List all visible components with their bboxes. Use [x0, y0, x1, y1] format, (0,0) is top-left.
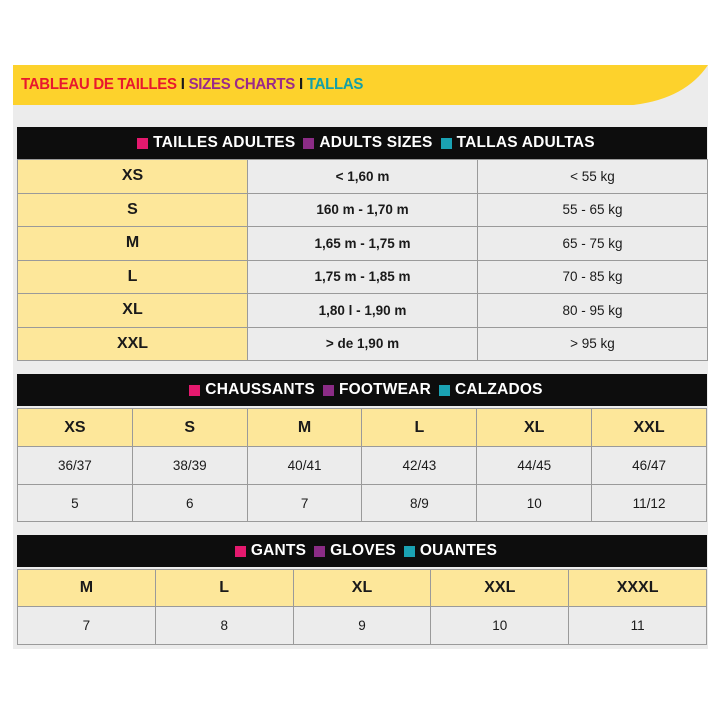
table-row — [18, 260, 708, 294]
eu-size-cell: 36/37 — [18, 447, 133, 485]
table-row — [18, 193, 708, 227]
size-cell: XS — [18, 409, 133, 447]
header-label-es: TALLAS ADULTAS — [456, 134, 595, 151]
header-label-es: OUANTES — [419, 542, 498, 559]
pink-square-icon — [189, 385, 200, 396]
height-cell: 1,75 m - 1,85 m — [248, 260, 478, 294]
header-label-fr: GANTS — [250, 542, 307, 559]
table-row — [18, 160, 708, 194]
table-row — [18, 227, 708, 261]
uk-size-cell: 10 — [477, 485, 592, 522]
weight-cell: 65 - 75 kg — [478, 227, 708, 261]
size-cell: XL — [18, 294, 248, 328]
height-cell: 1,65 m - 1,75 m — [248, 227, 478, 261]
header-label-fr: TAILLES ADULTES — [153, 134, 296, 151]
uk-size-cell: 11/12 — [592, 485, 707, 522]
weight-cell: < 55 kg — [478, 160, 708, 194]
header-label-fr: CHAUSSANTS — [205, 381, 315, 398]
height-cell: 160 m - 1,70 m — [248, 193, 478, 227]
eu-size-cell: 46/47 — [592, 447, 707, 485]
size-cell: L — [362, 409, 477, 447]
size-cell: L — [18, 260, 248, 294]
title-separator: I — [299, 75, 303, 94]
uk-size-cell: 7 — [247, 485, 362, 522]
title-english: SIZES CHARTS — [188, 75, 296, 94]
height-cell: > de 1,90 m — [248, 327, 478, 361]
banner-title — [21, 76, 363, 94]
header-label-en: ADULTS SIZES — [319, 134, 433, 151]
weight-cell: 80 - 95 kg — [478, 294, 708, 328]
title-spanish: TALLAS — [306, 75, 364, 94]
glove-size-cell: 11 — [569, 607, 707, 645]
adult-sizes-table — [17, 159, 708, 361]
uk-size-cell: 6 — [132, 485, 247, 522]
size-cell: XL — [293, 570, 431, 607]
glove-size-cell: 7 — [18, 607, 156, 645]
height-cell: < 1,60 m — [248, 160, 478, 194]
size-cell: S — [18, 193, 248, 227]
size-cell: S — [132, 409, 247, 447]
purple-square-icon — [303, 138, 314, 149]
adult-sizes-header — [17, 127, 707, 159]
table-row — [18, 570, 707, 607]
size-cell: XS — [18, 160, 248, 194]
size-cell: L — [155, 570, 293, 607]
height-cell: 1,80 l - 1,90 m — [248, 294, 478, 328]
glove-size-cell: 9 — [293, 607, 431, 645]
footwear-table — [17, 408, 707, 522]
title-french: TABLEAU DE TAILLES — [21, 75, 177, 94]
gloves-table — [17, 569, 707, 645]
table-row — [18, 447, 707, 485]
eu-size-cell: 38/39 — [132, 447, 247, 485]
pink-square-icon — [137, 138, 148, 149]
table-row — [18, 294, 708, 328]
table-row — [18, 409, 707, 447]
size-cell: XXL — [592, 409, 707, 447]
header-label-en: FOOTWEAR — [338, 381, 431, 398]
title-banner — [13, 65, 708, 105]
size-cell: M — [18, 227, 248, 261]
table-row — [18, 485, 707, 522]
weight-cell: > 95 kg — [478, 327, 708, 361]
table-row — [18, 607, 707, 645]
gloves-header — [17, 535, 707, 567]
header-label-es: CALZADOS — [454, 381, 543, 398]
header-label-en: GLOVES — [330, 542, 396, 559]
size-cell: M — [18, 570, 156, 607]
title-separator: I — [180, 75, 185, 94]
uk-size-cell: 5 — [18, 485, 133, 522]
purple-square-icon — [314, 546, 325, 557]
teal-square-icon — [404, 546, 415, 557]
glove-size-cell: 10 — [431, 607, 569, 645]
footwear-header — [17, 374, 707, 406]
uk-size-cell: 8/9 — [362, 485, 477, 522]
pink-square-icon — [235, 546, 246, 557]
size-cell: XXXL — [569, 570, 707, 607]
teal-square-icon — [441, 138, 452, 149]
eu-size-cell: 42/43 — [362, 447, 477, 485]
weight-cell: 55 - 65 kg — [478, 193, 708, 227]
size-cell: XXL — [18, 327, 248, 361]
size-cell: XXL — [431, 570, 569, 607]
size-cell: M — [247, 409, 362, 447]
glove-size-cell: 8 — [155, 607, 293, 645]
size-cell: XL — [477, 409, 592, 447]
purple-square-icon — [323, 385, 334, 396]
eu-size-cell: 40/41 — [247, 447, 362, 485]
eu-size-cell: 44/45 — [477, 447, 592, 485]
weight-cell: 70 - 85 kg — [478, 260, 708, 294]
teal-square-icon — [439, 385, 450, 396]
table-row — [18, 327, 708, 361]
